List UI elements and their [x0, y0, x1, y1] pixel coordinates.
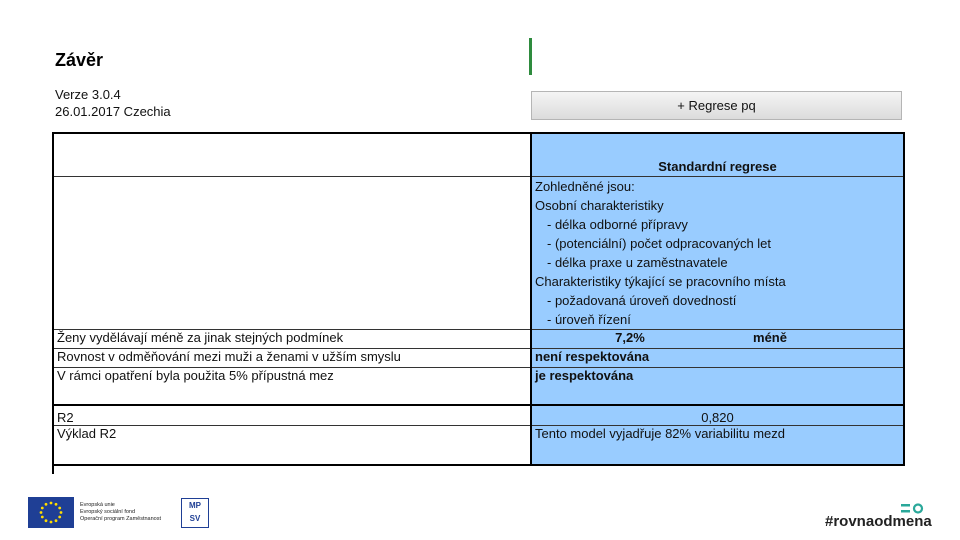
date-country: 26.01.2017 Czechia — [55, 104, 171, 119]
pay-gap-less: méně — [753, 329, 787, 345]
version-label: Verze 3.0.4 — [55, 87, 121, 102]
women-earn-less-label: Ženy vydělávají méně za jinak stejných podmínek — [53, 329, 531, 348]
green-divider — [529, 38, 532, 75]
job-item: - úroveň řízení — [547, 311, 631, 327]
empty-header-cell — [53, 133, 531, 176]
table-left-border-extension — [52, 462, 54, 474]
personal-item: - délka odborné přípravy — [547, 216, 688, 232]
empty-left-cell — [53, 176, 531, 329]
equality-value: není respektována — [531, 348, 904, 367]
r2-explanation-value: Tento model vyjadřuje 82% variabilitu mezd — [531, 425, 904, 465]
tolerance-label: V rámci opatření byla použita 5% přípustná mez — [53, 367, 531, 405]
hashtag: #rovnaodmena — [825, 513, 932, 530]
eu-text-line: Evropský sociální fond — [80, 509, 136, 515]
mpsv-logo — [181, 498, 209, 528]
personal-item: - (potenciální) počet odpracovaných let — [547, 235, 772, 251]
mpsv-text: MP — [189, 501, 201, 510]
considered-intro: Zohledněné jsou: — [535, 178, 635, 194]
page-title: Závěr — [55, 50, 104, 70]
eu-text — [80, 502, 161, 523]
eu-flag-icon — [28, 497, 74, 528]
equality-label: Rovnost v odměňování mezi muži a ženami v užším smyslu — [53, 348, 531, 367]
eu-text-line: Operační program Zaměstnanost — [80, 516, 162, 522]
personal-title: Osobní charakteristiky — [535, 197, 664, 213]
eu-text-line: Evropská unie — [80, 502, 115, 508]
mpsv-text: SV — [189, 514, 201, 523]
personal-item: - délka praxe u zaměstnavatele — [547, 254, 728, 270]
header-standard-regression: Standardní regrese — [531, 133, 904, 176]
tolerance-value: je respektována — [531, 367, 904, 405]
r2-explanation-label: Výklad R2 — [53, 425, 531, 465]
add-regression-button[interactable]: + Regrese pq — [531, 91, 902, 120]
r2-label: R2 — [53, 405, 531, 425]
version-info — [55, 86, 171, 120]
job-title: Charakteristiky týkající se pracovního místa — [535, 273, 786, 289]
r2-value: 0,820 — [531, 405, 904, 425]
job-item: - požadovaná úroveň dovedností — [547, 292, 737, 308]
eu-logo — [28, 497, 161, 528]
women-earn-less-value — [531, 329, 904, 348]
considered-characteristics — [531, 176, 904, 329]
results-table — [52, 132, 905, 466]
pay-gap-percent: 7,2% — [615, 329, 645, 345]
